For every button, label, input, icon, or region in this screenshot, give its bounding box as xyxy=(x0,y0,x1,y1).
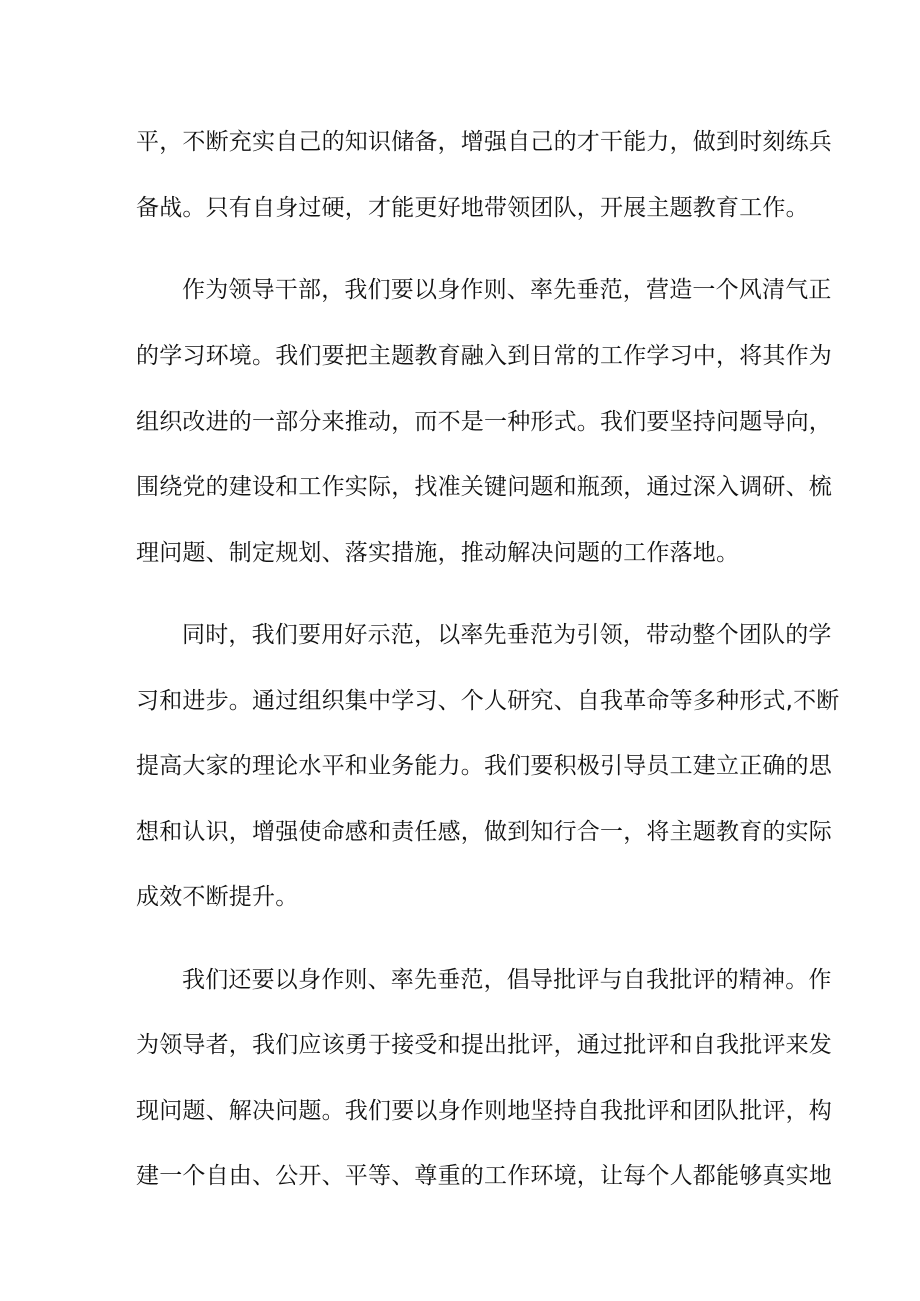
text-line: 的学习环境。我们要把主题教育融入到日常的工作学习中，将其作为 xyxy=(136,343,832,369)
text-line: 围绕党的建设和工作实际，找准关键问题和瓶颈，通过深入调研、梳 xyxy=(136,474,832,500)
paragraph-first-line: 作为领导干部，我们要以身作则、率先垂范，营造一个风清气正 xyxy=(182,277,832,303)
text-line: 建一个自由、公开、平等、尊重的工作环境，让每个人都能够真实地 xyxy=(136,1163,832,1189)
text-line: 成效不断提升。 xyxy=(136,884,299,910)
text-line: 理问题、制定规划、落实措施，推动解决问题的工作落地。 xyxy=(136,540,740,566)
text-line: 想和认识，增强使命感和责任感，做到知行合一，将主题教育的实际 xyxy=(136,819,832,845)
text-line: 组织改进的一部分来推动，而不是一种形式。我们要坚持问题导向， xyxy=(136,409,832,435)
text-line: 习和进步。通过组织集中学习、个人研究、自我革命等多种形式,不断 xyxy=(136,688,840,714)
text-line: 现问题、解决问题。我们要以身作则地坚持自我批评和团队批评，构 xyxy=(136,1098,832,1124)
paragraph-first-line: 同时，我们要用好示范，以率先垂范为引领，带动整个团队的学 xyxy=(182,622,832,648)
text-line: 备战。只有自身过硬，才能更好地带领团队，开展主题教育工作。 xyxy=(136,195,809,221)
text-line: 提高大家的理论水平和业务能力。我们要积极引导员工建立正确的思 xyxy=(136,753,832,779)
paragraph-first-line: 我们还要以身作则、率先垂范，倡导批评与自我批评的精神。作 xyxy=(182,967,832,993)
text-line: 为领导者，我们应该勇于接受和提出批评，通过批评和自我批评来发 xyxy=(136,1032,832,1058)
text-line: 平，不断充实自己的知识储备，增强自己的才干能力，做到时刻练兵 xyxy=(136,129,832,155)
